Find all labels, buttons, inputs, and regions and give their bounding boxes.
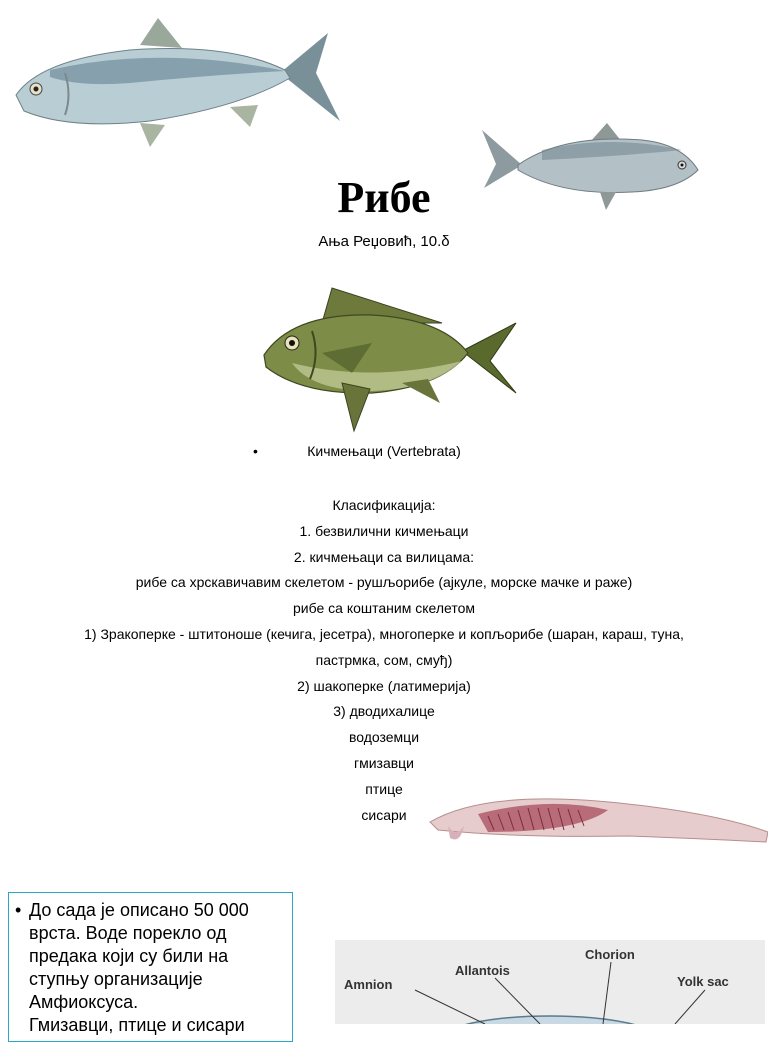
amnion-label: Amnion [344, 977, 393, 992]
classification-line: рибе са хрскавичавим скелетом - рушљорибе (ајкуле, морске мачке и раже) [135, 574, 633, 591]
bream-tail-fin [462, 323, 516, 393]
herring-anal-fin [140, 123, 165, 147]
yolk-sac-label: Yolk sac [677, 974, 729, 989]
bream-image [262, 283, 520, 435]
note-line: Амфиоксуса. [29, 992, 139, 1012]
note-bullet: • [15, 900, 22, 920]
note-line: ступњу организације [29, 969, 203, 989]
classification-line: 2. кичмењаци са вилицама: [293, 548, 475, 565]
egg-diagram [335, 940, 765, 1024]
classification-line: гмизавци [353, 754, 415, 771]
allantois-label: Allantois [455, 963, 510, 978]
bullet-dot: • [253, 443, 258, 459]
chorion-label: Chorion [585, 947, 635, 962]
note-line: До сада је описано 50 000 [29, 900, 249, 920]
classification-line: сисари [361, 806, 407, 823]
bullet-vertebrata: Кичмењаци (Vertebrata) [307, 443, 461, 459]
classification-line: птице [365, 780, 403, 797]
classification-line: 3) дводихалице [333, 703, 435, 720]
classification-line: Класификација: [332, 497, 436, 513]
classification-line: 1) Зракоперке - штитоноше (кечига, јесетра), многоперке и копљорибе (шаран, караш, туна, [84, 625, 684, 642]
note-line: предака који су били на [29, 946, 229, 966]
classification-line: 1. безвилични кичмењаци [299, 522, 469, 539]
herring-dorsal-fin [140, 18, 182, 48]
classification-line: 2) шакоперке (латимерија) [297, 677, 471, 694]
author-line: Ања Реџовић, 10.δ [318, 233, 450, 250]
herring-image [10, 15, 345, 150]
note-line: врста. Воде порекло од [29, 923, 227, 943]
classification-line: рибе са коштаним скелетом [293, 600, 475, 617]
classification-line: пастрмка, сом, смуђ) [315, 651, 453, 668]
note-textbox [8, 892, 293, 1042]
slide-title: Рибе [337, 173, 431, 222]
classification-list [0, 493, 768, 828]
classification-line: водоземци [348, 729, 420, 746]
note-line: Гмизавци, птице и сисари [29, 1015, 245, 1035]
